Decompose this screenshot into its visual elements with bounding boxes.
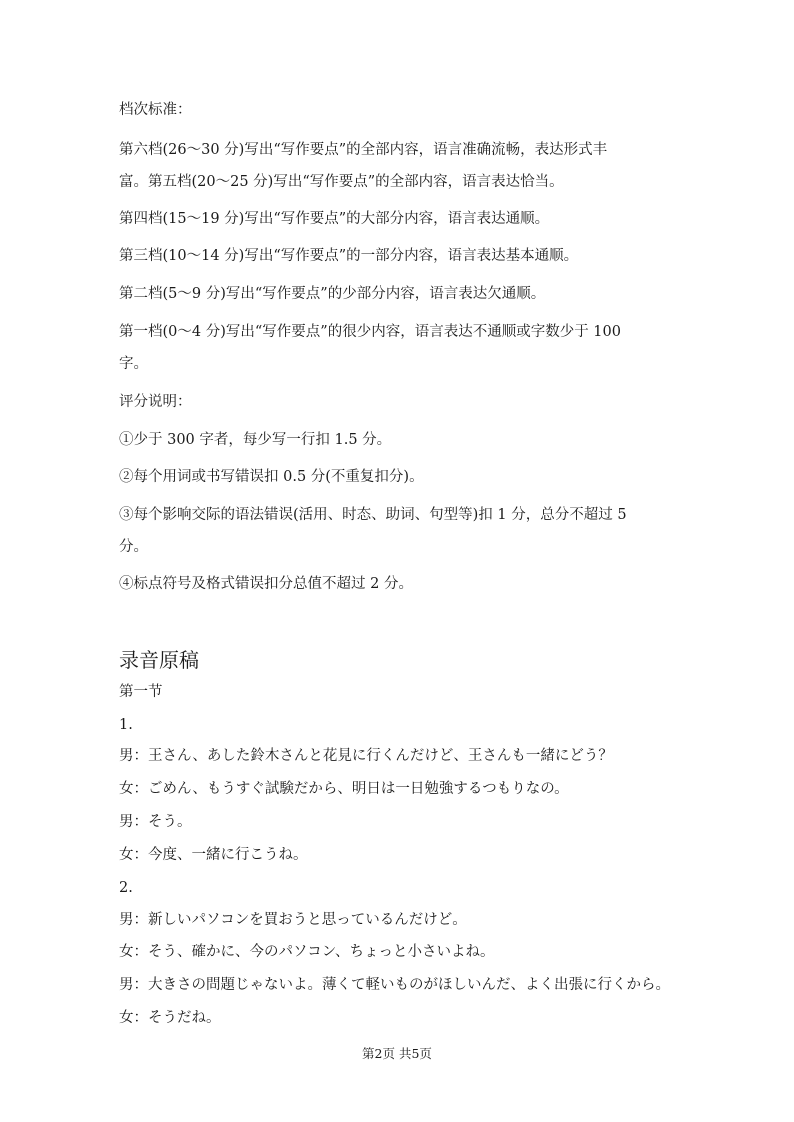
question-number-1: 1. [119, 717, 133, 733]
grading-level3: 第三档(10～14 分)写出“写作要点”的一部分内容，语言表达基本通顺。 [119, 248, 579, 264]
scoring-heading: 评分说明： [119, 394, 192, 410]
scoring-rule-2: ②每个用词或书写错误扣 0.5 分(不重复扣分)。 [119, 469, 424, 485]
dialogue-line: 男：大きさの問題じゃないよ。薄くて軽いものがほしいんだ、よく出張に行くから。 [119, 977, 670, 993]
grading-level2: 第二档(5～9 分)写出“写作要点”的少部分内容，语言表达欠通顺。 [119, 286, 546, 302]
dialogue-line: 男：そう。 [119, 814, 192, 830]
transcript-title: 录音原稿 [119, 648, 199, 672]
dialogue-line: 女：今度、一緒に行こうね。 [119, 847, 308, 863]
page-number-footer: 第2页 共5页 [362, 1046, 432, 1061]
dialogue-line: 女：そうだね。 [119, 1010, 221, 1026]
scoring-rule-4: ④标点符号及格式错误扣分总值不超过 2 分。 [119, 576, 413, 592]
dialogue-line: 女：ごめん、もうすぐ試験だから、明日は一日勉強するつもりなの。 [119, 781, 569, 797]
grading-level6-line2: 富。第五档(20～25 分)写出“写作要点”的全部内容，语言表达恰当。 [119, 174, 564, 190]
dialogue-line: 男：王さん、あした鈴木さんと花見に行くんだけど、王さんも一緒にどう？ [119, 748, 613, 764]
scoring-rule-3-line2: 分。 [119, 539, 148, 555]
scoring-rule-3-line1: ③每个影响交际的语法错误(活用、时态、助词、句型等)扣 1 分，总分不超过 5 [119, 507, 627, 523]
grading-level6-line1: 第六档(26～30 分)写出“写作要点”的全部内容，语言准确流畅，表达形式丰 [119, 142, 608, 158]
grading-heading: 档次标准： [119, 102, 192, 118]
question-number-2: 2. [119, 880, 133, 896]
scoring-rule-1: ①少于 300 字者，每少写一行扣 1.5 分。 [119, 432, 392, 448]
grading-level1-line1: 第一档(0～4 分)写出“写作要点”的很少内容，语言表达不通顺或字数少于 100 [119, 324, 621, 340]
transcript-section: 第一节 [119, 684, 163, 700]
dialogue-line: 男：新しいパソコンを買おうと思っているんだけど。 [119, 912, 467, 928]
grading-level4: 第四档(15～19 分)写出“写作要点”的大部分内容，语言表达通顺。 [119, 211, 550, 227]
dialogue-line: 女：そう、確かに、今のパソコン、ちょっと小さいよね。 [119, 944, 495, 960]
grading-level1-line2: 字。 [119, 356, 148, 372]
